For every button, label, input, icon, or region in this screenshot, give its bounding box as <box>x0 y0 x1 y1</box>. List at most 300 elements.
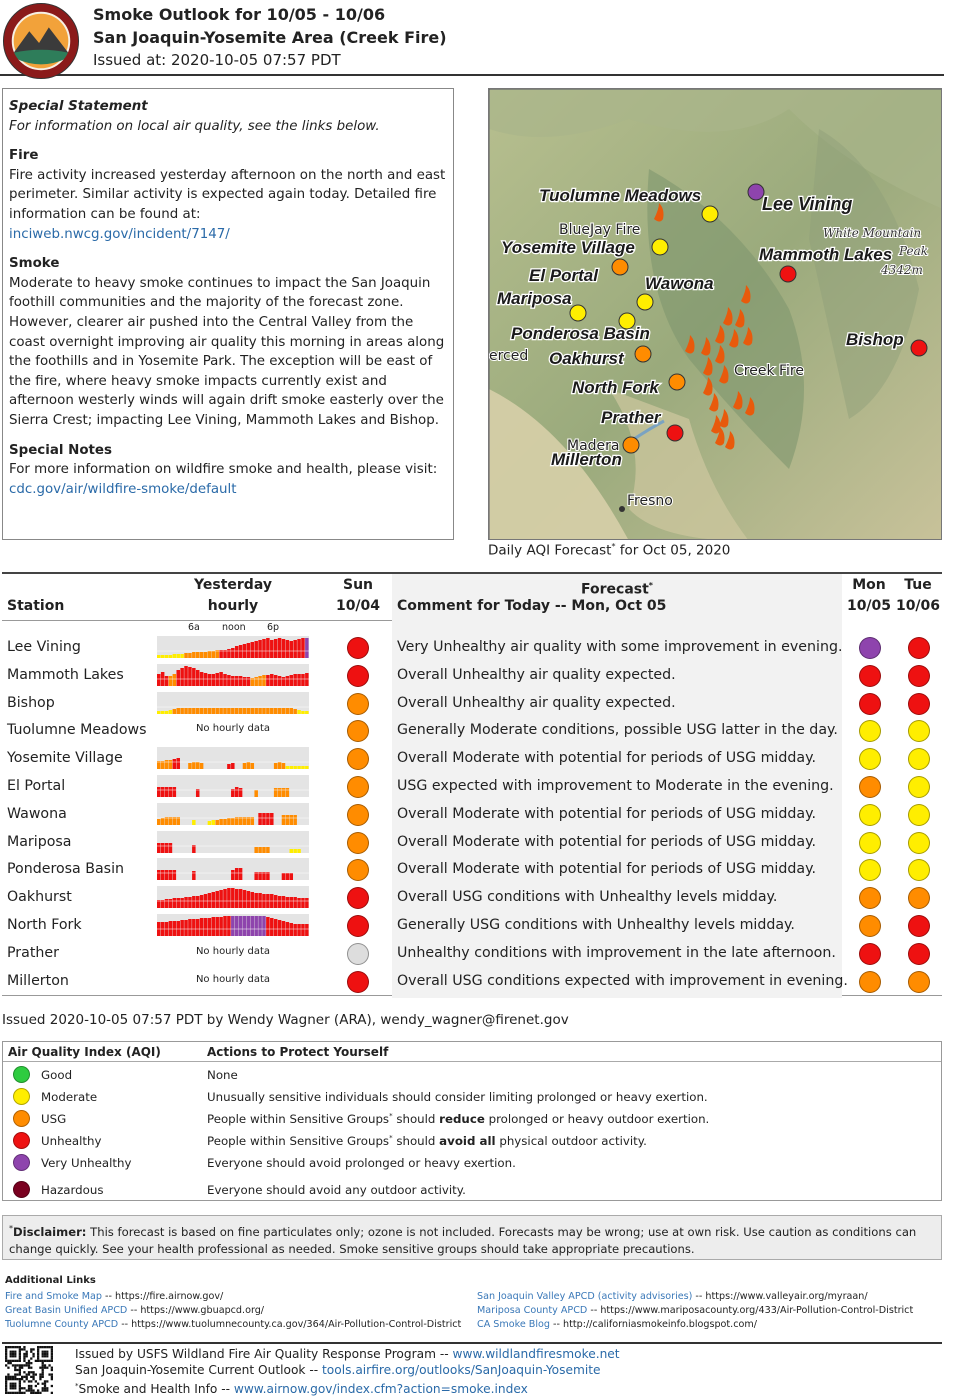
yosemite-village-hourly-bar <box>293 766 297 769</box>
qr-module <box>10 1351 12 1353</box>
additional-link-name[interactable]: Fire and Smoke Map <box>5 1291 102 1302</box>
wawona-hourly-bar <box>161 818 165 825</box>
bishop-hourly-bar <box>254 708 258 714</box>
qr-module <box>21 1378 23 1380</box>
qr-module <box>42 1373 44 1375</box>
mariposa-hourly-bar <box>262 847 266 853</box>
lee-vining-hourly-bar <box>297 639 301 658</box>
map-dot-tuolumne <box>702 206 718 222</box>
qr-module <box>28 1364 30 1366</box>
qr-module <box>12 1387 14 1389</box>
qr-module <box>19 1383 21 1385</box>
mammoth-lakes-hourly-bar <box>243 677 247 686</box>
map-dot-oakhurst <box>635 346 651 362</box>
qr-module <box>5 1385 7 1387</box>
mariposa-hourly-bar <box>293 849 297 853</box>
qr-module <box>14 1378 16 1380</box>
north-fork-hourly-bar <box>262 916 266 936</box>
qr-module <box>32 1353 34 1355</box>
map-label-fresno: Fresno <box>627 493 673 509</box>
mammoth-lakes-hourly-bar <box>173 674 177 686</box>
footer-line-1 <box>75 1346 620 1362</box>
yosemite-village-hourly-bar <box>243 763 247 769</box>
qr-module <box>30 1389 32 1391</box>
qr-module <box>5 1355 7 1357</box>
oakhurst-hourly-bar <box>219 890 223 908</box>
oakhurst-hourly-bar <box>200 895 204 908</box>
bishop-hourly-bar <box>212 708 216 714</box>
qr-module <box>23 1380 25 1382</box>
sun-aqi-dot <box>347 720 369 742</box>
qr-module <box>19 1367 21 1369</box>
el-portal-hourly-bar <box>282 788 286 797</box>
qr-module <box>5 1357 7 1359</box>
map-label-merced: erced <box>489 348 529 364</box>
qr-module <box>7 1360 9 1362</box>
qr-module <box>12 1351 14 1353</box>
header-comment: Comment for Today -- Mon, Oct 05 <box>397 598 667 614</box>
qr-module <box>21 1387 23 1389</box>
north-fork-hourly-bar <box>274 919 278 936</box>
qr-module <box>12 1383 14 1385</box>
lee-vining-hourly-chart <box>157 636 309 658</box>
north-fork-hourly-bar <box>293 924 297 936</box>
ponderosa-basin-hourly-bar <box>239 868 243 880</box>
north-fork-hourly-bar <box>305 924 309 936</box>
qr-module <box>19 1371 21 1373</box>
forecast-comment: Unhealthy conditions with improvement in the late afternoon. <box>397 944 836 961</box>
qr-module <box>21 1392 23 1394</box>
ponderosa-basin-hourly-bar <box>173 870 177 880</box>
qr-module <box>10 1378 12 1380</box>
bishop-hourly-bar <box>301 711 305 714</box>
ponderosa-basin-hourly-bar <box>161 870 165 880</box>
qr-module <box>39 1360 41 1362</box>
sun-aqi-dot <box>347 776 369 798</box>
qr-module <box>42 1369 44 1371</box>
qr-module <box>35 1380 37 1382</box>
legend-action-post: physical outdoor activity. <box>495 1134 647 1148</box>
qr-module <box>37 1348 39 1350</box>
mariposa-hourly-chart <box>157 831 309 853</box>
smoke-heading: Smoke <box>9 256 60 272</box>
legend-action-text <box>207 1183 466 1197</box>
qr-module <box>39 1392 41 1394</box>
qr-module <box>21 1367 23 1369</box>
yosemite-village-hourly-bar <box>200 763 204 769</box>
additional-link-left-0 <box>5 1290 461 1304</box>
north-fork-hourly-bar <box>196 919 200 936</box>
mammoth-lakes-hourly-bar <box>274 675 278 686</box>
legend-header-actions: Actions to Protect Yourself <box>207 1045 389 1059</box>
qr-module <box>44 1364 46 1366</box>
north-fork-hourly-bar <box>227 916 231 936</box>
tue-aqi-dot <box>908 971 930 993</box>
station-name: Bishop <box>7 694 55 711</box>
qr-module <box>30 1380 32 1382</box>
mammoth-lakes-hourly-bar <box>266 675 270 686</box>
oakhurst-hourly-bar <box>176 898 180 908</box>
forecast-comment: Overall Moderate with potential for periods of USG midday. <box>397 805 816 822</box>
qr-module <box>26 1376 28 1378</box>
yosemite-village-hourly-bar <box>192 762 196 769</box>
yosemite-village-hourly-bar <box>305 766 309 769</box>
qr-module <box>10 1387 12 1389</box>
map-label-mammoth: Mammoth Lakes <box>759 245 893 264</box>
qr-module <box>39 1378 41 1380</box>
qr-module <box>37 1357 39 1359</box>
mammoth-lakes-hourly-bar <box>239 676 243 686</box>
lee-vining-hourly-bar <box>161 655 165 658</box>
qr-module <box>7 1346 9 1348</box>
qr-module <box>51 1351 53 1353</box>
mon-aqi-dot <box>859 887 881 909</box>
tue-aqi-dot <box>908 693 930 715</box>
forecast-comment: Overall Unhealthy air quality expected. <box>397 694 676 711</box>
forecast-table-header <box>2 574 942 620</box>
sun-aqi-dot <box>347 832 369 854</box>
qr-module <box>14 1373 16 1375</box>
oakhurst-hourly-bar <box>247 891 251 908</box>
tue-aqi-dot <box>908 665 930 687</box>
sun-aqi-dot <box>347 748 369 770</box>
yosemite-village-hourly-bar <box>231 763 235 769</box>
bishop-hourly-bar <box>231 708 235 714</box>
oakhurst-hourly-bar <box>215 891 219 908</box>
oakhurst-hourly-bar <box>223 889 227 908</box>
el-portal-hourly-bar <box>161 787 165 797</box>
qr-module <box>5 1380 7 1382</box>
yosemite-village-hourly-bar <box>278 762 282 769</box>
outlook-link[interactable]: tools.airfire.org/outlooks/SanJoaquin-Yosemite <box>322 1363 601 1377</box>
cdc-link[interactable]: cdc.gov/air/wildfire-smoke/default <box>9 481 237 497</box>
qr-module <box>46 1351 48 1353</box>
forecast-comment: Overall USG conditions with Unhealthy levels midday. <box>397 889 778 906</box>
mariposa-hourly-bar <box>161 843 165 853</box>
legend-category-name: Good <box>41 1068 73 1082</box>
qr-module <box>46 1387 48 1389</box>
qr-module <box>28 1373 30 1375</box>
legend-color-dot <box>13 1066 30 1083</box>
additional-link-name[interactable]: San Joaquin Valley APCD (activity advisories) <box>477 1291 693 1302</box>
forecast-row-mariposa <box>2 829 942 857</box>
tue-aqi-dot <box>908 859 930 881</box>
yosemite-village-hourly-bar <box>274 763 278 769</box>
page-title: Smoke Outlook for 10/05 - 10/06 <box>93 5 386 24</box>
qr-module <box>19 1373 21 1375</box>
qr-module <box>42 1353 44 1355</box>
wawona-hourly-bar <box>262 813 266 825</box>
oakhurst-hourly-bar <box>258 893 262 908</box>
mammoth-lakes-hourly-bar <box>176 670 180 686</box>
aqi-forecast-map <box>488 88 942 540</box>
inciweb-link[interactable]: inciweb.nwcg.gov/incident/7147/ <box>9 226 230 242</box>
qr-module <box>42 1362 44 1364</box>
north-fork-hourly-bar <box>266 917 270 936</box>
legend-action-text <box>207 1112 709 1126</box>
mammoth-lakes-hourly-bar <box>180 668 184 686</box>
legend-row-good <box>3 1064 941 1086</box>
mammoth-lakes-hourly-bar <box>169 676 173 686</box>
forecast-comment: Generally USG conditions with Unhealthy levels midday. <box>397 917 795 933</box>
qr-module <box>23 1371 25 1373</box>
el-portal-hourly-bar <box>286 788 290 797</box>
qr-module <box>19 1380 21 1382</box>
legend-action-mid: should <box>392 1112 440 1126</box>
north-fork-hourly-bar <box>254 916 258 936</box>
oakhurst-hourly-bar <box>235 889 239 908</box>
footer-health-text: Smoke and Health Info -- <box>78 1382 234 1397</box>
tue-aqi-dot <box>908 887 930 909</box>
forecast-row-ponderosa-basin <box>2 856 942 884</box>
station-name: Millerton <box>7 972 69 989</box>
qr-module <box>16 1369 18 1371</box>
qr-module <box>23 1357 25 1359</box>
bishop-hourly-bar <box>157 711 161 714</box>
ponderosa-basin-hourly-bar <box>235 868 239 880</box>
forecast-row-oakhurst <box>2 884 942 912</box>
north-fork-hourly-bar <box>204 918 208 936</box>
wawona-hourly-bar <box>258 813 262 825</box>
header-mon-date: 10/05 <box>846 598 892 614</box>
mammoth-lakes-hourly-bar <box>270 674 274 686</box>
map-svg <box>489 89 942 540</box>
legend-action-text <box>207 1090 708 1104</box>
bishop-hourly-bar <box>278 708 282 714</box>
mariposa-hourly-bar <box>165 843 169 853</box>
wawona-hourly-bar <box>227 818 231 825</box>
mammoth-lakes-hourly-bar <box>297 674 301 686</box>
bishop-hourly-bar <box>258 708 262 714</box>
qr-module <box>12 1385 14 1387</box>
qr-module <box>30 1367 32 1369</box>
map-label-bishop: Bishop <box>846 330 904 349</box>
map-label-mariposa: Mariposa <box>497 289 572 308</box>
qr-module <box>19 1348 21 1350</box>
station-name: Lee Vining <box>7 639 81 655</box>
mon-aqi-dot <box>859 637 881 659</box>
tue-aqi-dot <box>908 776 930 798</box>
qr-module <box>26 1373 28 1375</box>
sun-aqi-dot <box>347 971 369 993</box>
bishop-hourly-bar <box>247 708 251 714</box>
qr-module <box>21 1364 23 1366</box>
forecast-table <box>2 572 942 996</box>
forecast-comment: Overall Unhealthy air quality expected. <box>397 666 676 683</box>
qr-module <box>35 1385 37 1387</box>
oakhurst-hourly-bar <box>297 898 301 908</box>
oakhurst-hourly-bar <box>286 897 290 908</box>
qr-module <box>42 1351 44 1353</box>
qr-module <box>19 1364 21 1366</box>
qr-module <box>46 1367 48 1369</box>
bishop-hourly-bar <box>286 708 290 714</box>
mammoth-lakes-hourly-bar <box>262 675 266 686</box>
map-dot-north-fork <box>669 374 685 390</box>
north-fork-hourly-bar <box>243 916 247 936</box>
qr-module <box>23 1353 25 1355</box>
north-fork-hourly-bar <box>219 917 223 936</box>
qr-module <box>19 1355 21 1357</box>
footer-line-2 <box>75 1362 601 1378</box>
qr-module <box>5 1360 7 1362</box>
mammoth-lakes-hourly-bar <box>290 675 294 686</box>
lee-vining-hourly-bar <box>262 639 266 658</box>
qr-module <box>14 1392 16 1394</box>
oakhurst-hourly-bar <box>188 897 192 908</box>
qr-module <box>19 1392 21 1394</box>
legend-action-footnote: * <box>389 1112 393 1121</box>
lee-vining-hourly-bar <box>305 638 309 658</box>
wawona-hourly-bar <box>282 815 286 825</box>
lee-vining-hourly-bar <box>196 652 200 658</box>
wawona-hourly-chart <box>157 803 309 825</box>
qr-module <box>5 1364 7 1366</box>
map-dot-mariposa <box>570 305 586 321</box>
sun-aqi-dot <box>347 804 369 826</box>
mon-aqi-dot <box>859 943 881 965</box>
qr-module <box>12 1346 14 1348</box>
additional-link-name[interactable]: Great Basin Unified APCD <box>5 1305 128 1316</box>
oakhurst-hourly-bar <box>169 899 173 908</box>
qr-module <box>12 1360 14 1362</box>
north-fork-hourly-bar <box>258 916 262 936</box>
north-fork-hourly-bar <box>212 917 216 936</box>
qr-module <box>7 1373 9 1375</box>
smoke-text: Moderate to heavy smoke continues to impact the San Joaquin foothill communities and the majority of the forecast zone. However, clearer air pushed into the Central Valley from the coast overnight improving air quality this morning in areas along the foothills and in Yosemite Park. The exception will be east of the fire, where heavy smoke impacts currently exist and afternoon westerly winds will again drift smoke easterly over the Sierra Crest; impacting Lee Vining, Mammoth Lakes and Bishop. <box>9 275 445 428</box>
qr-module <box>48 1346 50 1348</box>
tick-6a: 6a <box>188 622 200 633</box>
wawona-hourly-bar <box>223 819 227 825</box>
bishop-hourly-bar <box>161 711 165 714</box>
fire-heading: Fire <box>9 148 39 164</box>
qr-module <box>37 1383 39 1385</box>
map-caption: Daily AQI Forecast* for Oct 05, 2020 <box>488 542 731 559</box>
yosemite-village-hourly-bar <box>290 766 294 769</box>
bishop-hourly-bar <box>262 708 266 714</box>
qr-module <box>14 1376 16 1378</box>
qr-module <box>5 1392 7 1394</box>
map-label-north-fork: North Fork <box>572 378 659 397</box>
oakhurst-hourly-bar <box>180 898 184 908</box>
additional-link-name[interactable]: Tuolumne County APCD <box>5 1319 119 1330</box>
mammoth-lakes-hourly-bar <box>212 674 216 686</box>
qr-module <box>32 1392 34 1394</box>
mammoth-lakes-hourly-chart <box>157 664 309 686</box>
legend-action-text <box>207 1134 647 1148</box>
qr-module <box>10 1383 12 1385</box>
airnow-link[interactable]: www.airnow.gov/index.cfm?action=smoke.index <box>233 1382 528 1397</box>
sun-aqi-dot <box>347 915 369 937</box>
qr-module <box>32 1348 34 1350</box>
additional-link-url: -- https://www.valleyair.org/myraan/ <box>692 1291 868 1302</box>
additional-link-url: -- https://www.tuolumnecounty.ca.gov/364/Air-Pollution-Control-District <box>118 1319 462 1330</box>
bishop-hourly-bar <box>219 708 223 714</box>
sun-aqi-dot <box>347 693 369 715</box>
qr-module <box>42 1376 44 1378</box>
map-caption-suffix: for Oct 05, 2020 <box>615 542 731 559</box>
qr-module <box>26 1355 28 1357</box>
tue-aqi-dot <box>908 637 930 659</box>
qr-module <box>35 1360 37 1362</box>
qr-module <box>16 1373 18 1375</box>
qr-module <box>28 1360 30 1362</box>
wawona-hourly-bar <box>192 820 196 825</box>
oakhurst-hourly-bar <box>173 898 177 908</box>
ponderosa-basin-hourly-bar <box>286 873 290 880</box>
mammoth-lakes-hourly-bar <box>258 676 262 686</box>
forecast-comment: Overall Moderate with potential for periods of USG midday. <box>397 750 816 767</box>
legend-action-text <box>207 1068 238 1082</box>
qr-module <box>30 1357 32 1359</box>
header-hourly: hourly <box>207 598 259 614</box>
bishop-hourly-bar <box>274 708 278 714</box>
qr-module <box>5 1346 7 1348</box>
qr-module <box>21 1376 23 1378</box>
lee-vining-hourly-bar <box>176 654 180 658</box>
qr-module <box>7 1376 9 1378</box>
qr-module <box>14 1383 16 1385</box>
bishop-hourly-chart <box>157 692 309 714</box>
legend-color-dot <box>13 1181 30 1198</box>
mammoth-lakes-hourly-bar <box>188 667 192 686</box>
bishop-hourly-bar <box>165 711 169 714</box>
mariposa-hourly-bg <box>157 831 309 853</box>
qr-module <box>51 1373 53 1375</box>
forecast-row-lee-vining <box>2 634 942 662</box>
north-fork-hourly-bar <box>215 917 219 936</box>
qr-module <box>14 1353 16 1355</box>
forecast-comment: Overall USG conditions expected with improvement in evening. <box>397 972 848 989</box>
bishop-hourly-bar <box>243 708 247 714</box>
station-name: Prather <box>7 944 59 961</box>
mon-aqi-dot <box>859 915 881 937</box>
legend-action-bold: avoid all <box>439 1134 496 1148</box>
station-name: Ponderosa Basin <box>7 861 125 878</box>
additional-link-name[interactable]: CA Smoke Blog <box>477 1319 550 1330</box>
lee-vining-hourly-bar <box>165 655 169 658</box>
qr-module <box>14 1346 16 1348</box>
el-portal-hourly-bar <box>157 787 161 797</box>
wildlandfiresmoke-link[interactable]: www.wildlandfiresmoke.net <box>452 1347 620 1361</box>
qr-module <box>46 1360 48 1362</box>
mon-aqi-dot <box>859 665 881 687</box>
header-divider <box>2 620 392 621</box>
legend-color-dot <box>13 1110 30 1127</box>
qr-module <box>42 1387 44 1389</box>
additional-link-name[interactable]: Mariposa County APCD <box>477 1305 588 1316</box>
qr-module <box>42 1360 44 1362</box>
map-label-wawona: Wawona <box>645 274 714 293</box>
lee-vining-hourly-bar <box>235 646 239 658</box>
qr-module <box>37 1353 39 1355</box>
lee-vining-hourly-bar <box>180 654 184 658</box>
wawona-hourly-bar <box>293 815 297 825</box>
mammoth-lakes-hourly-bar <box>192 668 196 686</box>
legend-action-post: prolonged or heavy outdoor exertion. <box>484 1112 710 1126</box>
ponderosa-basin-hourly-bar <box>192 871 196 880</box>
qr-module <box>51 1367 53 1369</box>
footer-outlook-text: San Joaquin-Yosemite Current Outlook -- <box>75 1363 323 1377</box>
forecast-comment: Generally Moderate conditions, possible USG latter in the day. <box>397 722 838 739</box>
tick-noon: noon <box>222 622 246 633</box>
bishop-hourly-bar <box>297 710 301 714</box>
north-fork-hourly-bar <box>278 920 282 936</box>
qr-module <box>51 1346 53 1348</box>
qr-module <box>5 1378 7 1380</box>
qr-module <box>19 1351 21 1353</box>
footer-divider <box>2 1342 942 1344</box>
